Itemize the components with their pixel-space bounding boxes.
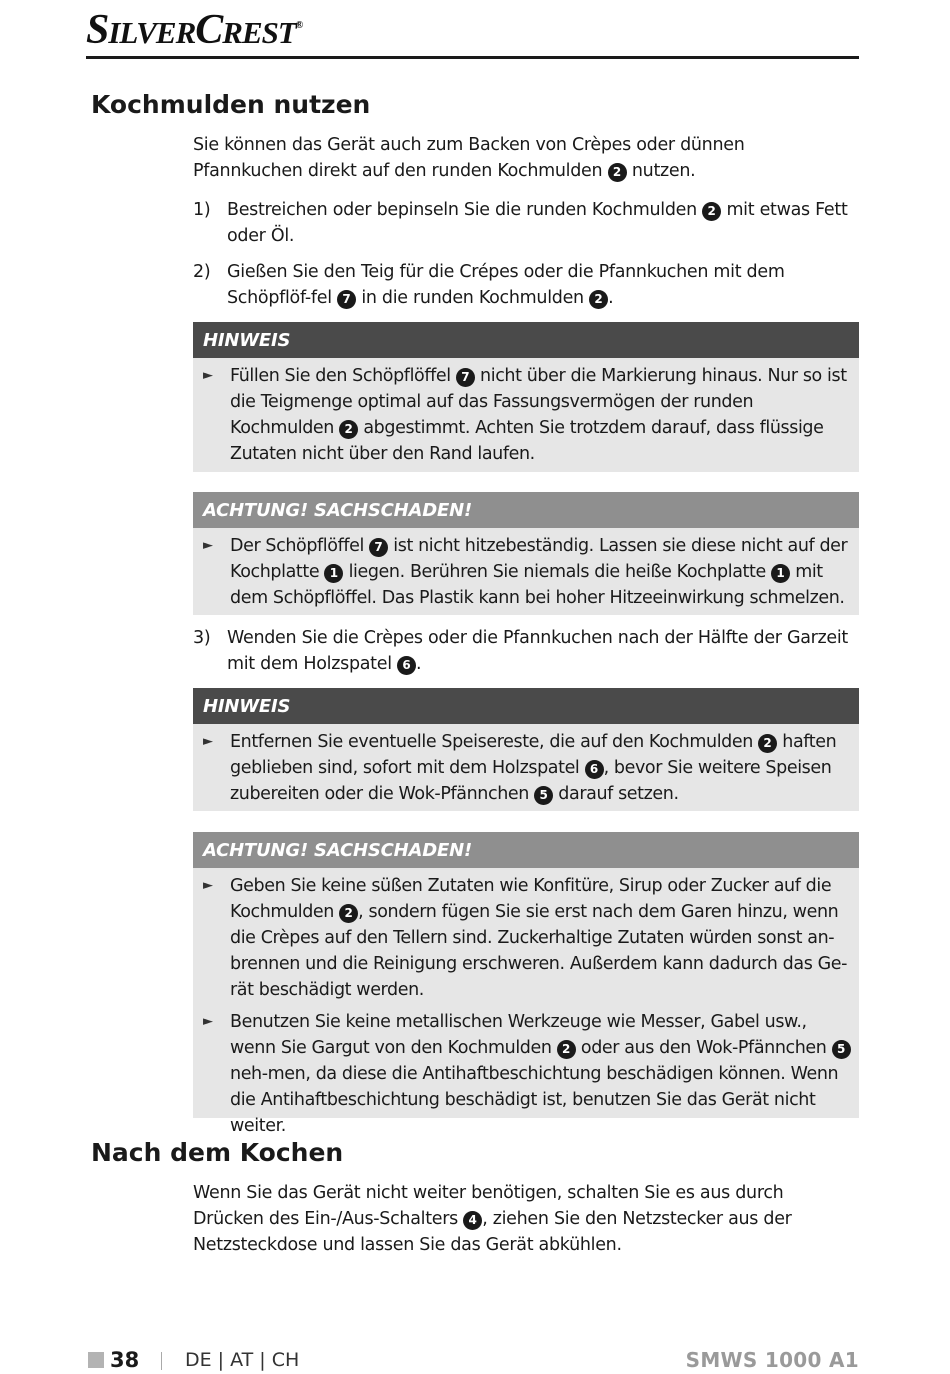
ref-number: 2 <box>339 904 358 923</box>
section-title-kochmulden: Kochmulden nutzen <box>91 90 371 119</box>
ref-number: 2 <box>608 163 627 182</box>
ref-number: 7 <box>337 290 356 309</box>
brand-logo: SILVERCREST® <box>86 7 303 53</box>
closing-paragraph: Wenn Sie das Gerät nicht weiter benötigen, schalten Sie es aus durch Drücken des Ein-/Aus-Schalters 4 , ziehen Sie den Netzstecker aus der Netzsteckdose und lassen Sie das Gerät abkühlen. <box>193 1183 792 1255</box>
caution-box-2 <box>193 832 859 1136</box>
header-rule <box>86 56 859 59</box>
ref-number: 2 <box>758 734 777 753</box>
ref-number: 6 <box>585 760 604 779</box>
notice-box-1 <box>193 322 859 472</box>
country-codes: DE | AT | CH <box>185 1349 300 1371</box>
intro-paragraph: Sie können das Gerät auch zum Backen von Crèpes oder dünnen Pfannkuchen direkt auf den runden Kochmulden 2 nutzen. <box>193 135 745 181</box>
ref-number: 1 <box>771 564 790 583</box>
arrow-right-icon: ► <box>203 1014 213 1029</box>
page-marker-square <box>88 1352 104 1368</box>
ref-number: 2 <box>702 202 721 221</box>
ref-number: 7 <box>456 368 475 387</box>
arrow-right-icon: ► <box>203 878 213 893</box>
notice-heading: HINWEIS <box>193 322 859 358</box>
caution-bullet: ► Benutzen Sie keine metallischen Werkzeuge wie Messer, Gabel usw., wenn Sie Gargut von den Kochmulden 2 oder aus den Wok-Pfännchen 5 neh-men, da diese die Antihaftbeschichtung beschädigen können. Wenn die Antihaftbeschichtung beschädigt ist, benutzen Sie das Gerät nicht weiter. <box>203 1009 851 1139</box>
ref-number: 4 <box>463 1211 482 1230</box>
notice-heading: HINWEIS <box>193 688 859 724</box>
caution-bullet: ► Der Schöpflöffel 7 ist nicht hitzebeständig. Lassen sie diese nicht auf der Kochplatte 1 liegen. Berühren Sie niemals die heiße Kochplatte 1 mit dem Schöpflöffel. Das Plastik kann bei hoher Hitzeeinwirkung schmelzen. <box>203 533 851 611</box>
page-number: 38 <box>110 1348 140 1372</box>
step-3: 3) Wenden Sie die Crèpes oder die Pfannkuchen nach der Hälfte der Garzeit mit dem Holzspatel 6 . <box>193 628 848 674</box>
footer-divider <box>161 1352 162 1370</box>
caution-box-1 <box>193 492 859 615</box>
arrow-right-icon: ► <box>203 734 213 749</box>
model-number: SMWS 1000 A1 <box>685 1348 859 1372</box>
notice-bullet: ► Füllen Sie den Schöpflöffel 7 nicht über die Markierung hinaus. Nur so ist die Teigmenge optimal auf das Fassungsvermögen der runden Kochmulden 2 abgestimmt. Achten Sie trotzdem darauf, dass flüssige Zutaten nicht über den Rand laufen. <box>203 363 851 467</box>
ref-number: 5 <box>534 786 553 805</box>
ref-number: 6 <box>397 656 416 675</box>
notice-bullet: ► Entfernen Sie eventuelle Speisereste, die auf den Kochmulden 2 haften geblieben sind, sofort mit dem Holzspatel 6 , bevor Sie weitere Speisen zubereiten oder die Wok-Pfännchen 5 darauf setzen. <box>203 729 851 807</box>
ref-number: 2 <box>557 1040 576 1059</box>
step-2: 2) Gießen Sie den Teig für die Crépes oder die Pfannkuchen mit dem Schöpflöf-fel 7 in die runden Kochmulden 2 . <box>193 262 785 308</box>
caution-heading: ACHTUNG! SACHSCHADEN! <box>193 492 859 528</box>
notice-box-2 <box>193 688 859 811</box>
caution-bullet: ► Geben Sie keine süßen Zutaten wie Konfitüre, Sirup oder Zucker auf die Kochmulden 2 , sondern fügen Sie sie erst nach dem Garen hinzu, wenn die Crèpes auf den Tellern sind. Zuckerhaltige Zutaten würden sonst an-brennen und die Reinigung erschweren. Außerdem kann dadurch das Ge-rät beschädigt werden. <box>203 873 851 1003</box>
ref-number: 2 <box>589 290 608 309</box>
ref-number: 1 <box>324 564 343 583</box>
ref-number: 2 <box>339 420 358 439</box>
section-title-nach-dem-kochen: Nach dem Kochen <box>91 1138 344 1167</box>
ref-number: 5 <box>832 1040 851 1059</box>
arrow-right-icon: ► <box>203 368 213 383</box>
caution-heading: ACHTUNG! SACHSCHADEN! <box>193 832 859 868</box>
ref-number: 7 <box>369 538 388 557</box>
arrow-right-icon: ► <box>203 538 213 553</box>
step-1: 1) Bestreichen oder bepinseln Sie die runden Kochmulden 2 mit etwas Fett oder Öl. <box>193 200 848 246</box>
